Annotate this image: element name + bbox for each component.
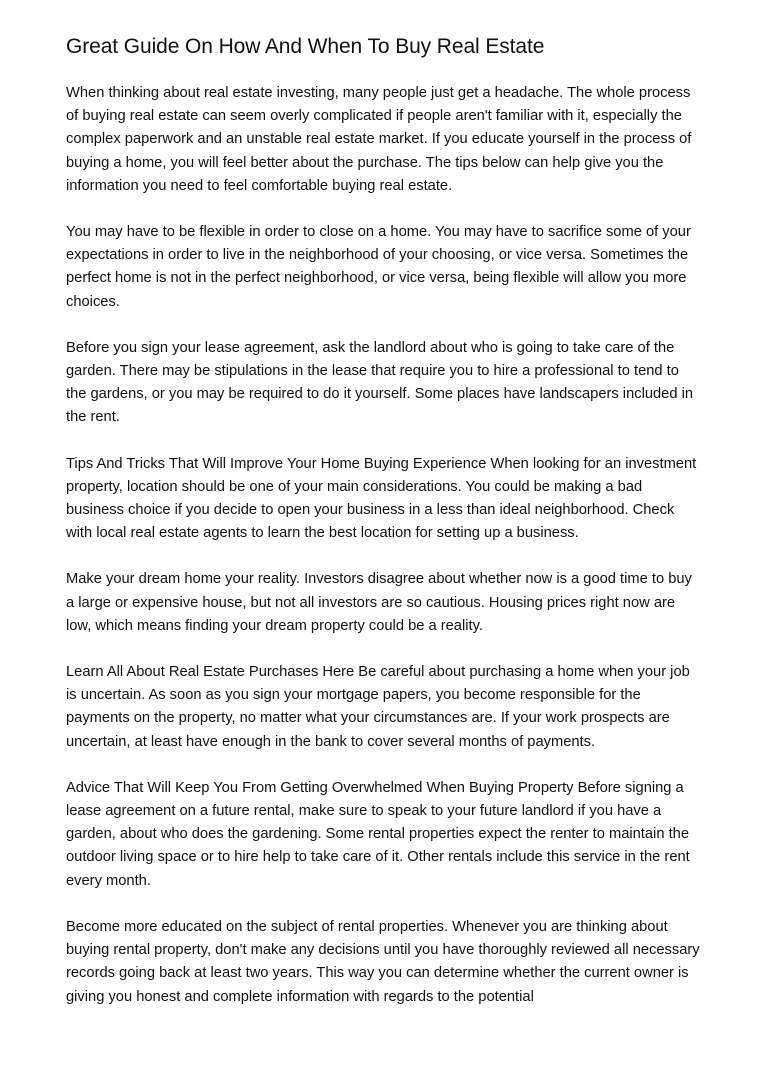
page-title: Great Guide On How And When To Buy Real Estate [66,35,545,58]
paragraph-3: Before you sign your lease agreement, ask the landlord about who is going to take care of the garden. There may be stipulations in the lease that require you to hire a professional to tend to the gardens, or you may be required to do it yourself. Some places have landscapers included in the rent. [66,339,694,426]
paragraph-7: Advice That Will Keep You From Getting Overwhelmed When Buying Property Before signing a lease agreement on a future rental, make sure to speak to your future landlord if you have a garden, about who does the gardening. Some rental properties expect the renter to maintain the outdoor living space or to hire help to take care of it. Other rentals include this service in the rent every month. [66,779,690,889]
paragraph-6: Learn All About Real Estate Purchases Here Be careful about purchasing a home when your job is uncertain. As soon as you sign your mortgage papers, you become responsible for the payments on the property, no matter what your circumstances are. If your work prospects are uncertain, at least have enough in the bank to cover several months of payments. [66,664,690,750]
paragraph-4: Tips And Tricks That Will Improve Your Home Buying Experience When looking for an investment property, location should be one of your main considerations. You could be making a bad business choice if you decide to open your business in a less than ideal neighborhood. Check with local real estate agents to learn the best location for setting up a business. [66,455,697,542]
paragraph-5: Make your dream home your reality. Investors disagree about whether now is a good time to buy a large or expensive house, but not all investors are so cautious. Housing prices right now are low, which means finding your dream property could be a reality. [66,571,692,634]
document-body [66,82,702,1009]
paragraph-1: When thinking about real estate investing, many people just get a headache. The whole process of buying real estate can seem overly complicated if people aren't familiar with it, especially the complex paperwork and an unstable real estate market. If you educate yourself in the process of buying a home, you will feel better about the purchase. The tips below can help give you the information you need to feel comfortable buying real estate. [66,85,692,194]
paragraph-8: Become more educated on the subject of rental properties. Whenever you are thinking about buying rental property, don't make any decisions until you have thoroughly reviewed all necessary records going back at least two years. This way you can determine whether the current owner is giving you honest and complete information with regards to the potential [66,918,700,1005]
paragraph-2: You may have to be flexible in order to close on a home. You may have to sacrifice some of your expectations in order to live in the neighborhood of your choosing, or vice versa. Sometimes the perfect home is not in the perfect neighborhood, or vice versa, being flexible will allow you more choices. [66,224,691,310]
